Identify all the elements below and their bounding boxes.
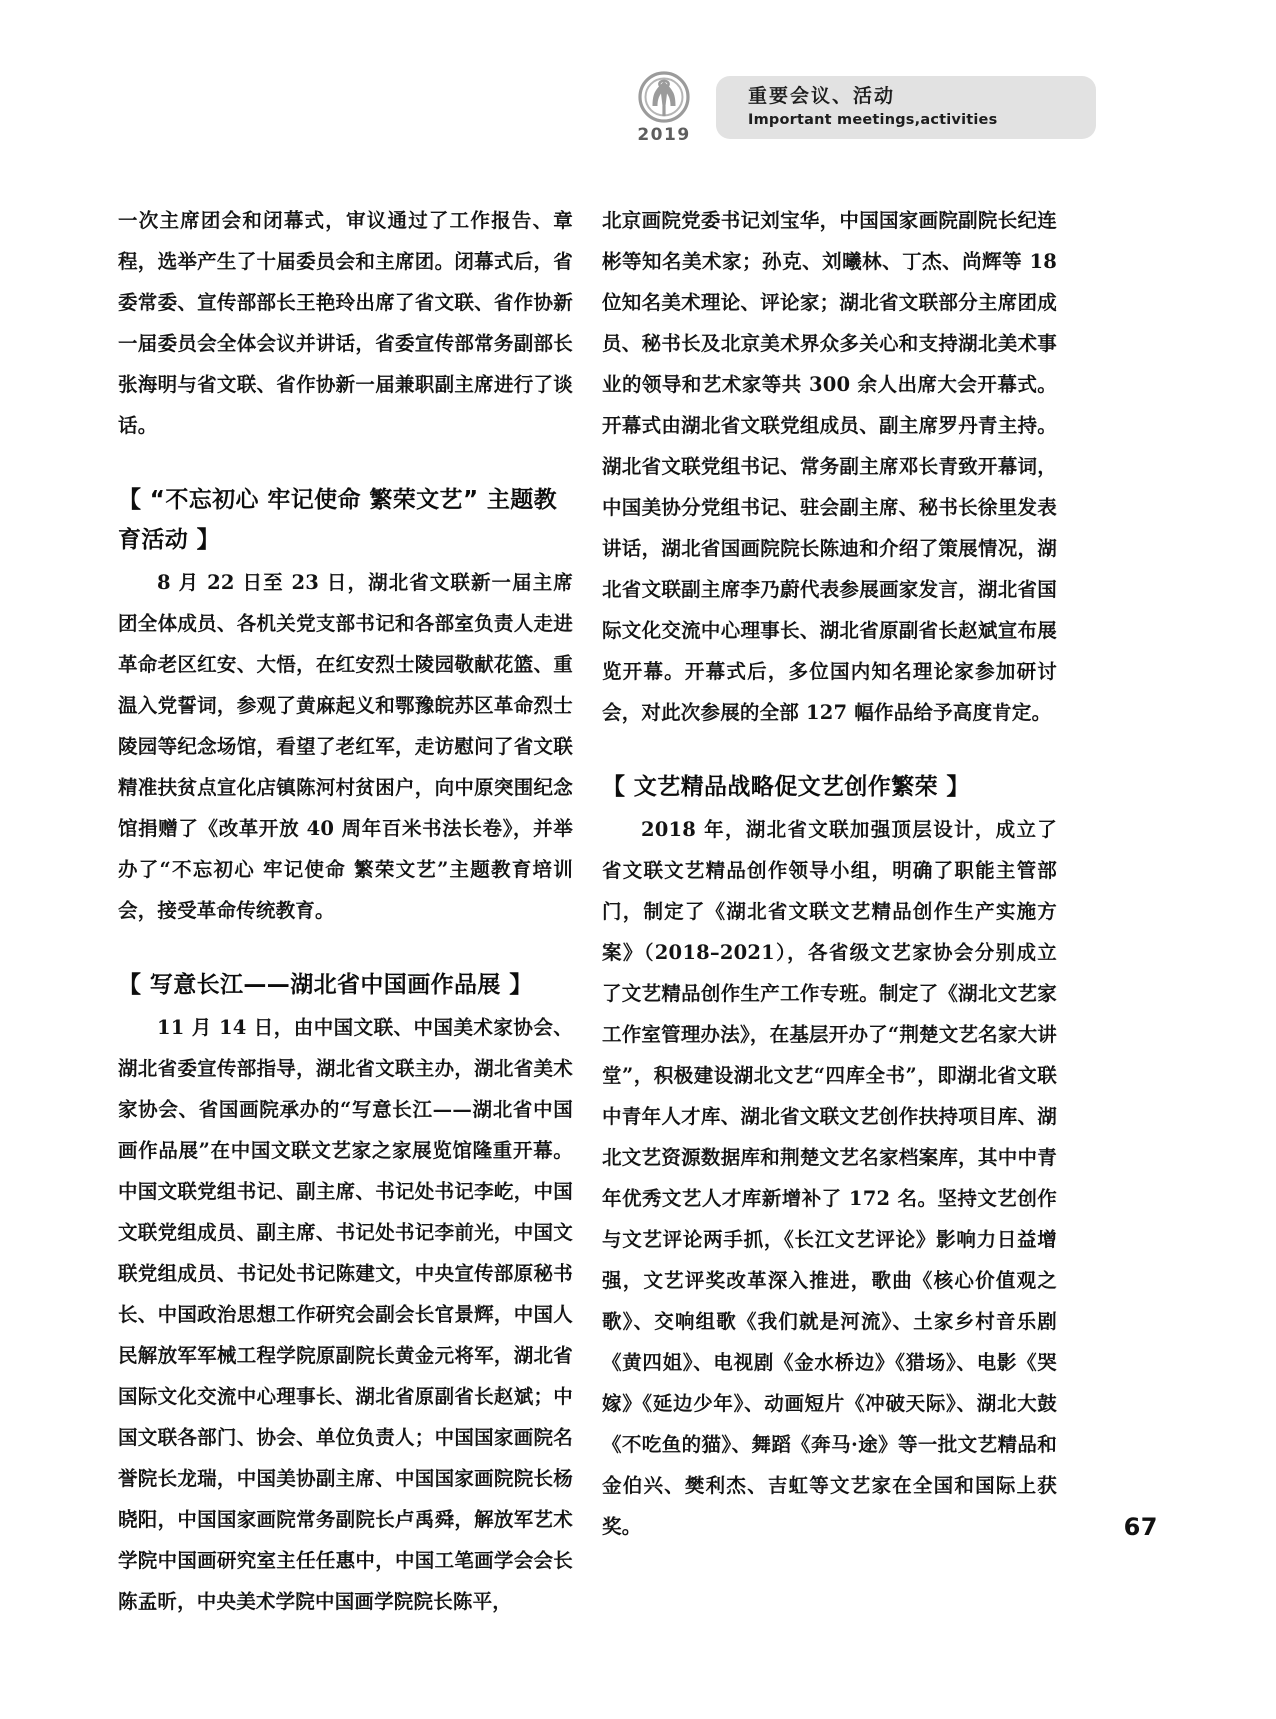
wuhan-federation-emblem-icon — [637, 70, 691, 124]
left-heading-1: 【 “不忘初心 牢记使命 繁荣文艺” 主题教育活动 】 — [118, 487, 558, 553]
right-heading-1: 【 文艺精品战略促文艺创作繁荣 】 — [602, 774, 970, 800]
page-header — [620, 70, 1180, 148]
right-text-column — [602, 200, 1057, 1547]
left-heading-2: 【 写意长江——湖北省中国画作品展 】 — [118, 972, 533, 998]
header-section-tab — [716, 76, 1096, 139]
left-paragraph-1: 一次主席团会和闭幕式，审议通过了工作报告、章程，选举产生了十届委员会和主席团。闭幕式后，省委常委、宣传部部长王艳玲出席了省文联、省作协新一届委员会全体会议并讲话，省委宣传部常务副部长张海明与省文联、省作协新一届兼职副主席进行了谈话。 — [118, 209, 573, 437]
right-paragraph-1: 北京画院党委书记刘宝华，中国国家画院副院长纪连彬等知名美术家；孙克、刘曦林、丁杰、尚辉等 18 位知名美术理论、评论家；湖北省文联部分主席团成员、秘书长及北京美术界众多关心和支持湖北美术事业的领导和艺术家等共 300 余人出席大会开幕式。开幕式由湖北省文联党组成员、副主席罗丹青主持。湖北省文联党组书记、常务副主席邓长青致开幕词，中国美协分党组书记、驻会副主席、秘书长徐里发表讲话，湖北省国画院院长陈迪和介绍了策展情况，湖北省文联副主席李乃蔚代表参展画家发言，湖北省国际文化交流中心理事长、湖北省原副省长赵斌宣布展览开幕。开幕式后，多位国内知名理论家参加研讨会，对此次参展的全部 127 幅作品给予高度肯定。 — [602, 209, 1057, 724]
header-year-label: 2019 — [637, 125, 691, 145]
left-paragraph-3: 11 月 14 日，由中国文联、中国美术家协会、湖北省委宣传部指导，湖北省文联主办，湖北省美术家协会、省国画院承办的“写意长江——湖北省中国画作品展”在中国文联文艺家之家展览馆隆重开幕。中国文联党组书记、副主席、书记处书记李屹，中国文联党组成员、副主席、书记处书记李前光，中国文联党组成员、书记处书记陈建文，中央宣传部原秘书长、中国政治思想工作研究会副会长官景辉，中国人民解放军军械工程学院原副院长黄金元将军，湖北省国际文化交流中心理事长、湖北省原副省长赵斌；中国文联各部门、协会、单位负责人；中国国家画院名誉院长龙瑞，中国美协副主席、中国国家画院院长杨晓阳，中国国家画院常务副院长卢禹舜，解放军艺术学院中国画研究室主任任惠中，中国工笔画学会会长陈孟昕，中央美术学院中国画学院院长陈平， — [118, 1016, 573, 1613]
header-title-chinese: 重要会议、活动 — [748, 85, 896, 107]
header-logo-block — [620, 70, 708, 145]
page-number: 67 — [1123, 1513, 1158, 1541]
spacer — [602, 733, 1057, 767]
left-paragraph-2: 8 月 22 日至 23 日，湖北省文联新一届主席团全体成员、各机关党支部书记和各部室负责人走进革命老区红安、大悟，在红安烈士陵园敬献花篮、重温入党誓词，参观了黄麻起义和鄂豫皖苏区革命烈士陵园等纪念场馆，看望了老红军，走访慰问了省文联精准扶贫点宣化店镇陈河村贫困户，向中原突围纪念馆捐赠了《改革开放 40 周年百米书法长卷》，并举办了“不忘初心 牢记使命 繁荣文艺”主题教育培训会，接受革命传统教育。 — [118, 571, 573, 922]
left-text-column — [118, 200, 573, 1622]
spacer — [118, 931, 573, 965]
spacer — [118, 446, 573, 480]
right-paragraph-2: 2018 年，湖北省文联加强顶层设计，成立了省文联文艺精品创作领导小组，明确了职能主管部门，制定了《湖北省文联文艺精品创作生产实施方案》（2018–2021），各省级文艺家协会分别成立了文艺精品创作生产工作专班。制定了《湖北文艺家工作室管理办法》，在基层开办了“荆楚文艺名家大讲堂”，积极建设湖北文艺“四库全书”，即湖北省文联中青年人才库、湖北省文联文艺创作扶持项目库、湖北文艺资源数据库和荆楚文艺名家档案库，其中中青年优秀文艺人才库新增补了 172 名。坚持文艺创作与文艺评论两手抓，《长江文艺评论》影响力日益增强，文艺评奖改革深入推进，歌曲《核心价值观之歌》、交响组歌《我们就是河流》、土家乡村音乐剧《黄四姐》、电视剧《金水桥边》《猎场》、电影《哭嫁》《延边少年》、动画短片《冲破天际》、湖北大鼓《不吃鱼的猫》、舞蹈《奔马·途》等一批文艺精品和金伯兴、樊利杰、吉虹等文艺家在全国和国际上获奖。 — [602, 818, 1057, 1538]
header-title-english: Important meetings,activities — [748, 111, 998, 128]
